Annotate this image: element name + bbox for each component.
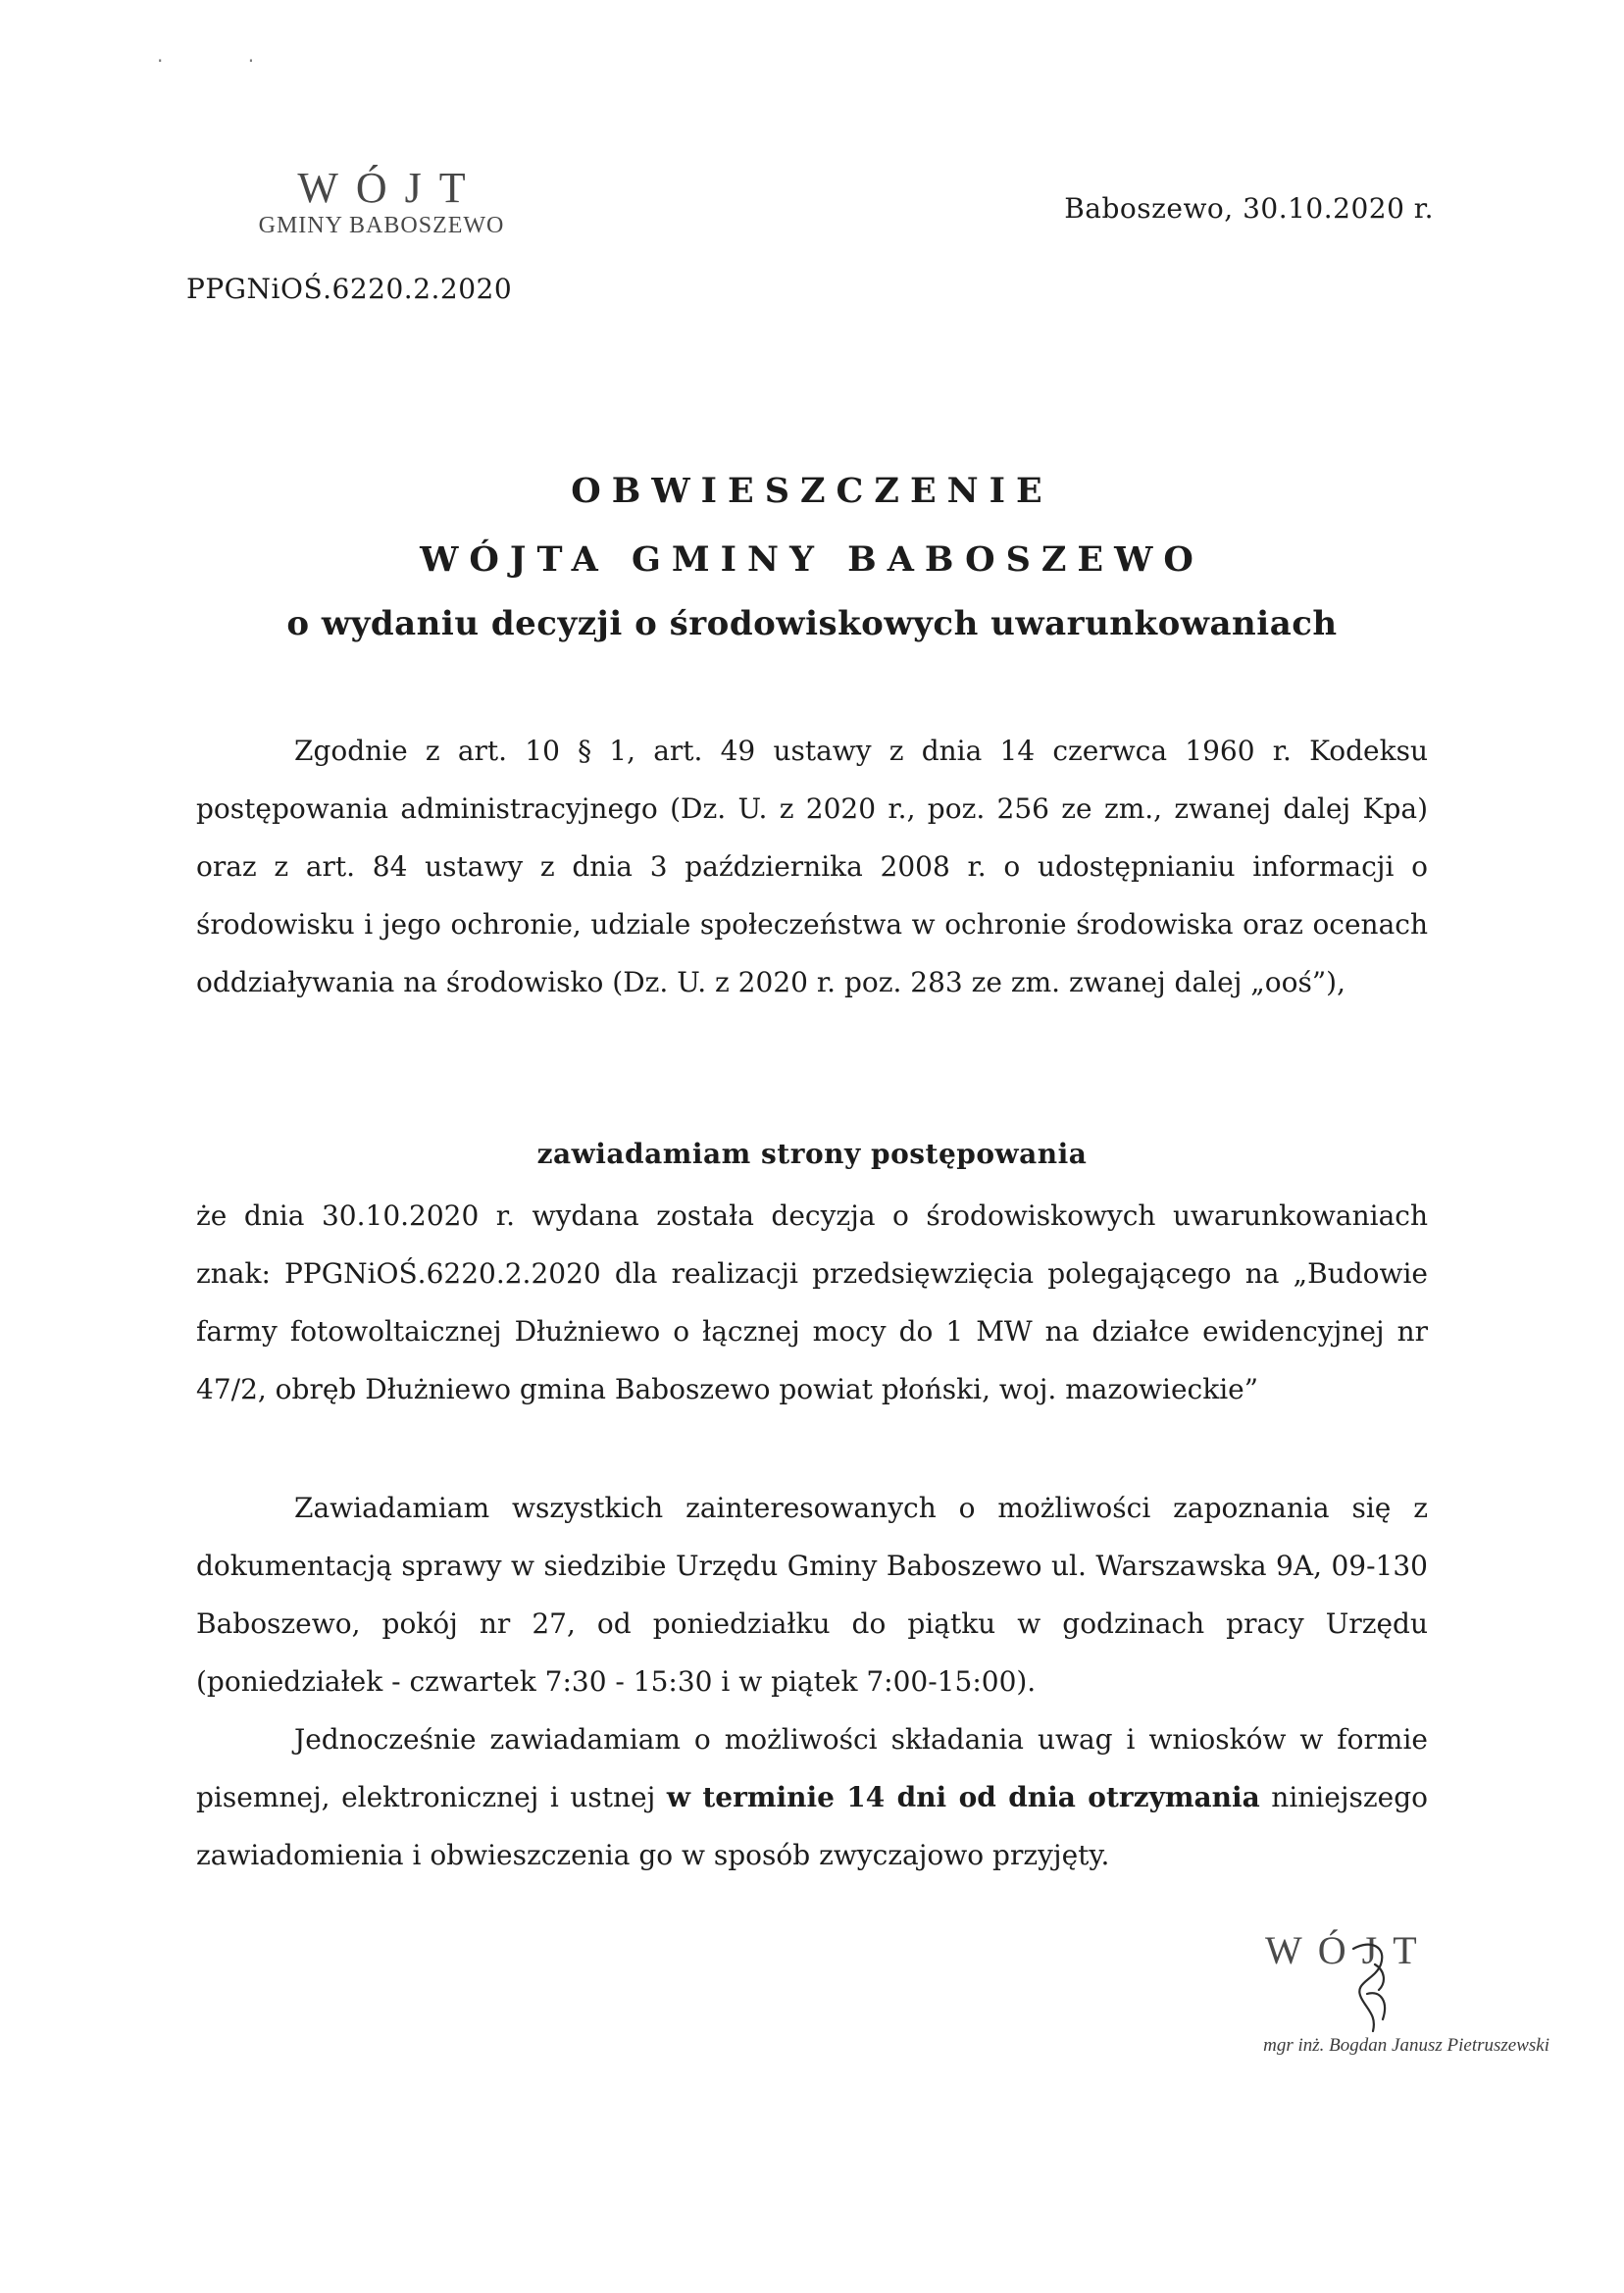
stamp-title: WÓJT	[297, 164, 483, 212]
decision-paragraph: że dnia 30.10.2020 r. wydana została decyzja o środowiskowych uwarunkowaniach znak: PPGNiOŚ.6220.2.2020 dla realizacji przedsięwzięcia polegającego na „Budowie farmy fotowoltaicznej Dłużniewo o łącznej mocy do 1 MW na działce ewidencyjnej nr 47/2, obręb Dłużniewo gmina Baboszewo powiat płoński, woj. mazowieckie”	[196, 1199, 1428, 1405]
office-stamp	[210, 165, 553, 239]
notification-heading: zawiadamiam strony postępowania	[536, 1138, 1088, 1170]
stamp-subtitle: GMINY BABOSZEWO	[258, 213, 505, 238]
deadline-emphasis: w terminie 14 dni od dnia otrzymania	[666, 1781, 1260, 1813]
title-line-2: WÓJTA GMINY BABOSZEWO	[420, 539, 1204, 580]
title-line-3: o wydaniu decyzji o środowiskowych uwarunkowaniach	[286, 604, 1338, 643]
signature-block	[1236, 1927, 1549, 2084]
paragraph4-text-start: Jednocześnie zawiadamiam o możliwości składania uwag i wniosków w formie pisemnej, elektronicznej i ustnej	[196, 1723, 1428, 1813]
legal-basis-paragraph: Zgodnie z art. 10 § 1, art. 49 ustawy z dnia 14 czerwca 1960 r. Kodeksu postępowania administracyjnego (Dz. U. z 2020 r., poz. 256 ze zm., zwanej dalej Kpa) oraz z art. 84 ustawy z dnia 3 października 2008 r. o udostępnianiu informacji o środowisku i jego ochronie, udziale społeczeństwa w ochronie środowiska oraz ocenach oddziaływania na środowisko (Dz. U. z 2020 r. poz. 283 ze zm. zwanej dalej „ooś”),	[196, 735, 1428, 998]
document-date: Baboszewo, 30.10.2020 r.	[1064, 192, 1434, 225]
signatory-name: mgr inż. Bogdan Janusz Pietruszewski	[1263, 2035, 1549, 2056]
reference-number: PPGNiOŚ.6220.2.2020	[186, 273, 513, 305]
documentation-access-paragraph: Zawiadamiam wszystkich zainteresowanych o możliwości zapoznania się z dokumentacją sprawy w siedzibie Urzędu Gminy Baboszewo ul. Warszawska 9A, 09-130 Baboszewo, pokój nr 27, od poniedziałku do piątku w godzinach pracy Urzędu (poniedziałek - czwartek 7:30 - 15:30 i w piątek 7:00-15:00).	[196, 1492, 1428, 1698]
title-line-1: OBWIESZCZENIE	[571, 471, 1053, 511]
handwritten-signature-icon	[1324, 1937, 1422, 2035]
comments-deadline-paragraph	[196, 1710, 1428, 1884]
signature-title: WÓJT	[1265, 1928, 1433, 1972]
paragraph4-text-end: niniejszego zawiadomienia i obwieszczenia go w sposób zwyczajowo przyjęty.	[196, 1781, 1428, 1871]
scan-artifact-marks: · ·	[157, 49, 294, 73]
